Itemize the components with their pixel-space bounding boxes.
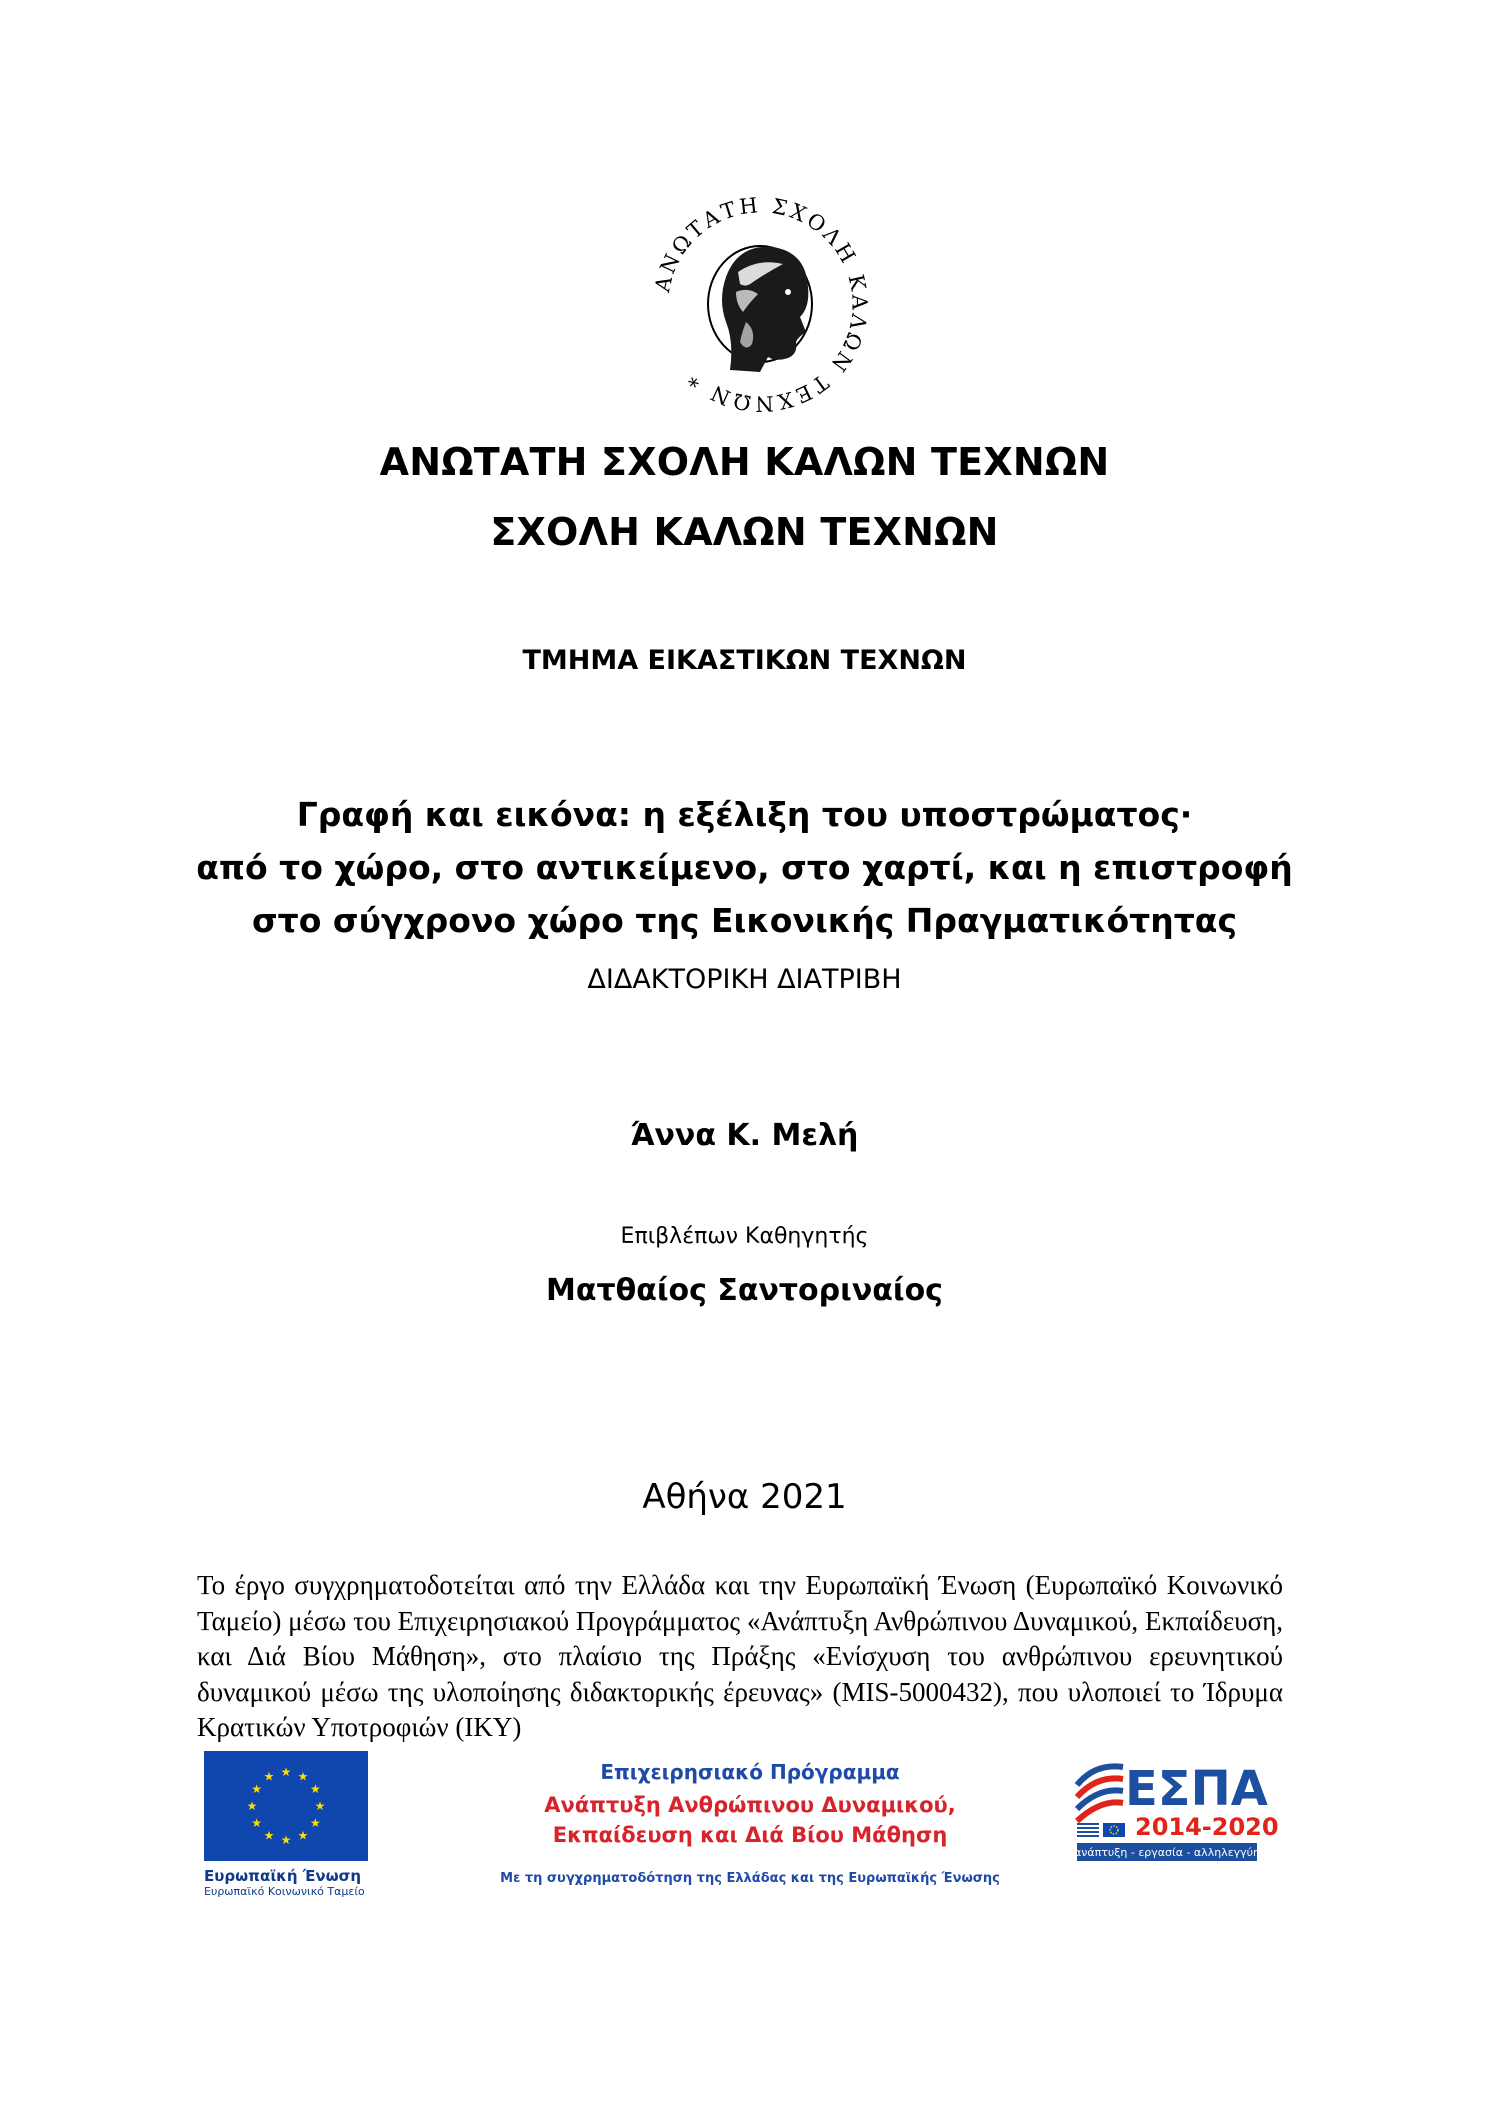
thesis-title-line-2: από το χώρο, στο αντικείμενο, στο χαρτί, και η επιστροφή <box>196 848 1293 887</box>
op-line-1: Ανάπτυξη Ανθρώπινου Δυναμικού, <box>544 1793 956 1817</box>
espa-logo <box>1074 1755 1279 1867</box>
eu-logo-name: Ευρωπαϊκή Ένωση <box>204 1867 362 1885</box>
school-name: ΣΧΟΛΗ ΚΑΛΩΝ ΤΕΧΝΩΝ <box>490 510 999 554</box>
thesis-title-line-3: στο σύγχρονο χώρο της Εικονικής Πραγματικότητας <box>251 901 1238 940</box>
eu-star-icon: ★ <box>297 1828 309 1843</box>
op-title: Επιχειρησιακό Πρόγραμμα <box>600 1760 900 1784</box>
op-line-2: Εκπαίδευση και Διά Βίου Μάθηση <box>552 1823 948 1847</box>
eu-logo <box>204 1751 376 1898</box>
eu-logo-subtitle: Ευρωπαϊκό Κοινωνικό Ταμείο <box>204 1885 365 1898</box>
place-and-year: Αθήνα 2021 <box>642 1477 847 1517</box>
operational-programme-logo <box>490 1760 1010 1850</box>
author-name: Άννα Κ. Μελή <box>630 1118 859 1153</box>
supervisor-name: Ματθαίος Σαντοριναίος <box>546 1273 943 1308</box>
school-seal-logo <box>648 192 873 417</box>
seal-ring-text: ΑΝΩΤΑΤΗ ΣΧΟΛΗ ΚΑΛΩΝ ΤΕΧΝΩΝ * <box>650 192 872 416</box>
eu-mini-flag-icon <box>1103 1823 1125 1837</box>
eu-star-icon: ★ <box>310 1782 321 1796</box>
eu-star-icon: ★ <box>246 1799 258 1813</box>
eu-star-icon: ★ <box>263 1828 275 1843</box>
eu-star-icon: ★ <box>314 1799 326 1813</box>
eu-star-icon: ★ <box>251 1782 262 1796</box>
cofunding-note: Με τη συγχρηματοδότηση της Ελλάδας και της Ευρωπαϊκής Ένωσης <box>500 1871 1000 1886</box>
eu-star-icon: ★ <box>280 1833 292 1847</box>
eu-star-icon: ★ <box>310 1816 321 1830</box>
funding-statement: Το έργο συγχρηματοδοτείται από την Ελλάδα και την Ευρωπαϊκή Ένωση (Ευρωπαϊκό Κοινωνικό Ταμείο) μέσω του Επιχειρησιακού Προγράμματος «Ανάπτυξη Ανθρώπινου Δυναμικού, Εκπαίδευση, και Διά Βίου Μάθηση», στο πλαίσιο της Πράξης «Ενίσχυση του ανθρώπινου ερευνητικού δυναμικού μέσω της υλοποίησης διδακτορικής έρευνας» (MIS-5000432), που υλοποιεί το Ίδρυμα Κρατικών Υποτροφιών (ΙΚΥ) <box>197 1570 1283 1742</box>
supervisor-label: Επιβλέπων Καθηγητής <box>620 1224 869 1249</box>
eu-flag-icon <box>204 1751 368 1861</box>
eu-star-icon: ★ <box>297 1769 309 1784</box>
institution-name: ΑΝΩΤΑΤΗ ΣΧΟΛΗ ΚΑΛΩΝ ΤΕΧΝΩΝ <box>379 440 1110 484</box>
department-name: ΤΜΗΜΑ ΕΙΚΑΣΤΙΚΩΝ ΤΕΧΝΩΝ <box>522 645 967 676</box>
espa-name: ΕΣΠΑ <box>1125 1761 1268 1817</box>
eu-star-icon: ★ <box>263 1769 275 1784</box>
thesis-title-line-1: Γραφή και εικόνα: η εξέλιξη του υποστρώματος· <box>296 795 1193 834</box>
thesis-type: ΔΙΔΑΚΤΟΡΙΚΗ ΔΙΑΤΡΙΒΗ <box>587 964 902 995</box>
head-profile-icon <box>708 246 812 372</box>
espa-years: 2014-2020 <box>1135 1813 1279 1841</box>
espa-stripes-icon <box>1077 1766 1123 1821</box>
eu-star-icon: ★ <box>280 1765 292 1779</box>
eu-star-icon: ★ <box>251 1816 262 1830</box>
espa-tagline: ανάπτυξη - εργασία - αλληλεγγύη <box>1074 1846 1260 1859</box>
